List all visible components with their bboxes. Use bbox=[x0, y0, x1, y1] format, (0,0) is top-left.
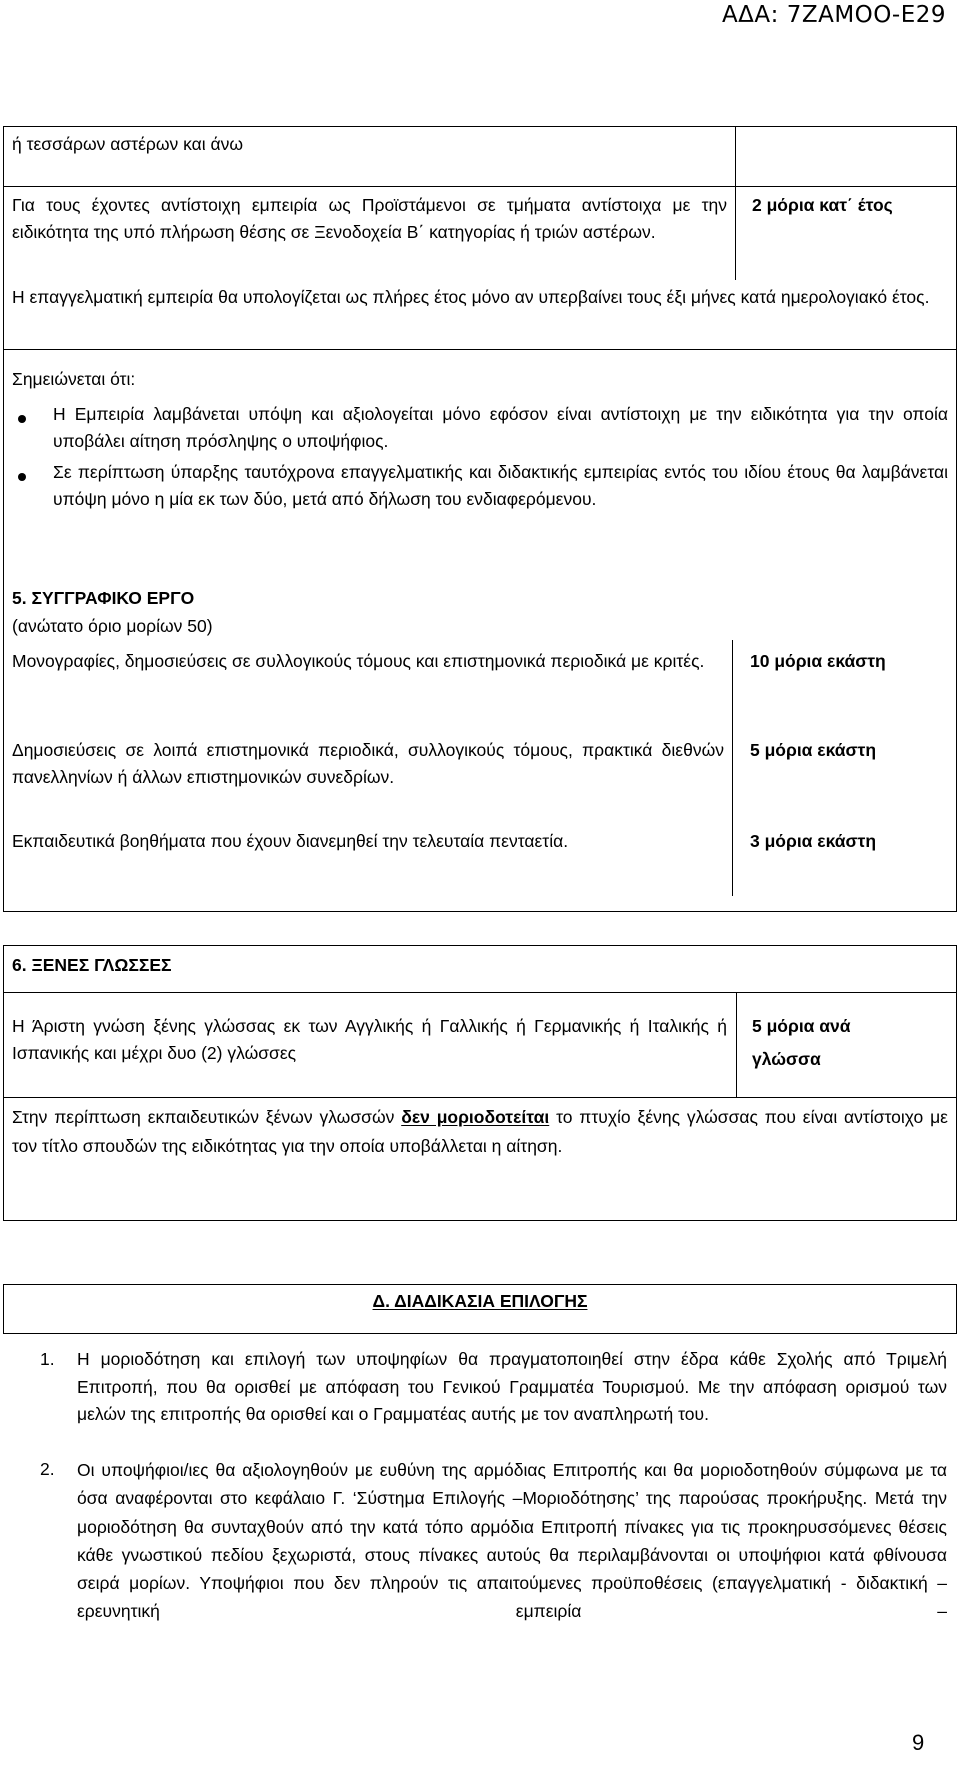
bullet-icon bbox=[18, 415, 26, 423]
experience-full-year-note: Η επαγγελματική εμπειρία θα υπολογίζεται ως πλήρες έτος μόνο αν υπερβαίνει τους έξι μήνες κατά ημερολογιακό έτος. bbox=[12, 287, 930, 307]
selection-item-1-number: 1. bbox=[40, 1349, 55, 1369]
selection-title: Δ. ΔΙΑΔΙΚΑΣΙΑ ΕΠΙΛΟΓΗΣ bbox=[372, 1291, 588, 1311]
languages-note-part-1: Στην περίπτωση εκπαιδευτικών ξένων γλωσσών bbox=[12, 1107, 395, 1127]
writing-subtitle: (ανώτατο όριο μορίων 50) bbox=[12, 616, 213, 636]
selection-item-1-text: Η μοριοδότηση και επιλογή των υποψηφίων θα πραγματοποιηθεί στην έδρα κάθε Σχολής από Τριμελή Επιτροπή, που θα ορισθεί με απόφαση του Γενικού Γραμματέα Τουρισμού. Με την απόφαση ορισμού των μελών της επιτροπής θα ορισθεί και ο Γραμματέας αυτής με τον αναπληρωτή του. bbox=[77, 1349, 947, 1424]
languages-row-points-1: 5 μόρια ανά bbox=[752, 1016, 851, 1036]
experience-row-2-text: Για τους έχοντες αντίστοιχη εμπειρία ως Προϊστάμενοι σε τμήματα αντίστοιχα με την ειδικότητα της υπό πλήρωση θέσης σε Ξενοδοχεία Β΄ κατηγορίας ή τριών αστέρων. bbox=[12, 195, 727, 242]
writing-row-1-text: Μονογραφίες, δημοσιεύσεις σε συλλογικούς τόμους και επιστημονικά περιοδικά με κριτές. bbox=[12, 651, 705, 671]
languages-note bbox=[12, 1103, 948, 1161]
writing-row-1-points: 10 μόρια εκάστη bbox=[750, 651, 886, 671]
selection-item-2-text: Οι υποψήφιοι/ιες θα αξιολογηθούν με ευθύνη της αρμόδιας Επιτροπής και θα μοριοδοτηθούν σύμφωνα με τα όσα αναφέρονται στο κεφάλαιο Γ. ‘Σύστημα Επιλογής –Μοριοδότησης’ της παρούσας προκήρυξης. Μετά την μοριοδότηση θα συνταχθούν από την κατά τόπο αρμόδια Επιτροπή πίνακες για τις προκηρυσσόμενες θέσεις κάθε γνωστικού πεδίου ξεχωριστά, στους πίνακες αυτούς θα περιλαμβάνονται οι υποψήφιοι κατά φθίνουσα σειρά μορίων. Υποψήφιοι που δεν πληρούν τις απαιτούμενες προϋποθέσεις (επαγγελματική - διδακτική – ερευνητική εμπειρία – bbox=[77, 1460, 947, 1622]
experience-row-2-points: 2 μόρια κατ΄ έτος bbox=[752, 195, 893, 215]
languages-note-part-2: το πτυχίο ξένης γλώσσας που είναι αντίστοιχο με τον τίτλο σπουδών της ειδικότητας για την οποία υποβάλλεται η αίτηση. bbox=[12, 1107, 948, 1156]
note-bullet-2: Σε περίπτωση ύπαρξης ταυτόχρονα επαγγελματικής και διδακτικής εμπειρίας εντός του ιδίου έτους θα λαμβάνεται υπόψη μόνο η μία εκ των δύο, μετά από δήλωση του ενδιαφερόμενου. bbox=[53, 462, 948, 509]
writing-row-3-points: 3 μόρια εκάστη bbox=[750, 831, 877, 851]
languages-row-text: Η Άριστη γνώση ξένης γλώσσας εκ των Αγγλικής ή Γαλλικής ή Γερμανικής ή Ιταλικής ή Ισπανικής και μέχρι δυο (2) γλώσσες bbox=[12, 1016, 727, 1063]
experience-row-1: ή τεσσάρων αστέρων και άνω bbox=[12, 134, 244, 154]
writing-row-2-text: Δημοσιεύσεις σε λοιπά επιστημονικά περιοδικά, συλλογικούς τόμους, πρακτικά διεθνών πανελληνίων ή άλλων επιστημονικών συνεδρίων. bbox=[12, 740, 724, 787]
ada-code: ΑΔΑ: 7ΖΑΜΟΟ-Ε29 bbox=[721, 2, 946, 28]
note-bullet-1: Η Εμπειρία λαμβάνεται υπόψη και αξιολογείται μόνο εφόσον είναι αντίστοιχη με την ειδικότητα για την οποία υποβάλει αίτηση πρόσληψης ο υποψήφιος. bbox=[53, 404, 948, 451]
notes-title: Σημειώνεται ότι: bbox=[12, 369, 136, 389]
languages-note-emphasis: δεν μοριοδοτείται bbox=[401, 1107, 550, 1127]
page-number: 9 bbox=[912, 1730, 925, 1755]
bullet-icon bbox=[18, 473, 26, 481]
languages-title: 6. ΞΕΝΕΣ ΓΛΩΣΣΕΣ bbox=[12, 955, 172, 975]
writing-title: 5. ΣΥΓΓΡΑΦΙΚΟ ΕΡΓΟ bbox=[12, 588, 195, 608]
selection-item-2-number: 2. bbox=[40, 1459, 55, 1479]
writing-row-2-points: 5 μόρια εκάστη bbox=[750, 740, 877, 760]
languages-row-points-2: γλώσσα bbox=[752, 1049, 821, 1069]
writing-row-3-text: Εκπαιδευτικά βοηθήματα που έχουν διανεμηθεί την τελευταία πενταετία. bbox=[12, 831, 569, 851]
